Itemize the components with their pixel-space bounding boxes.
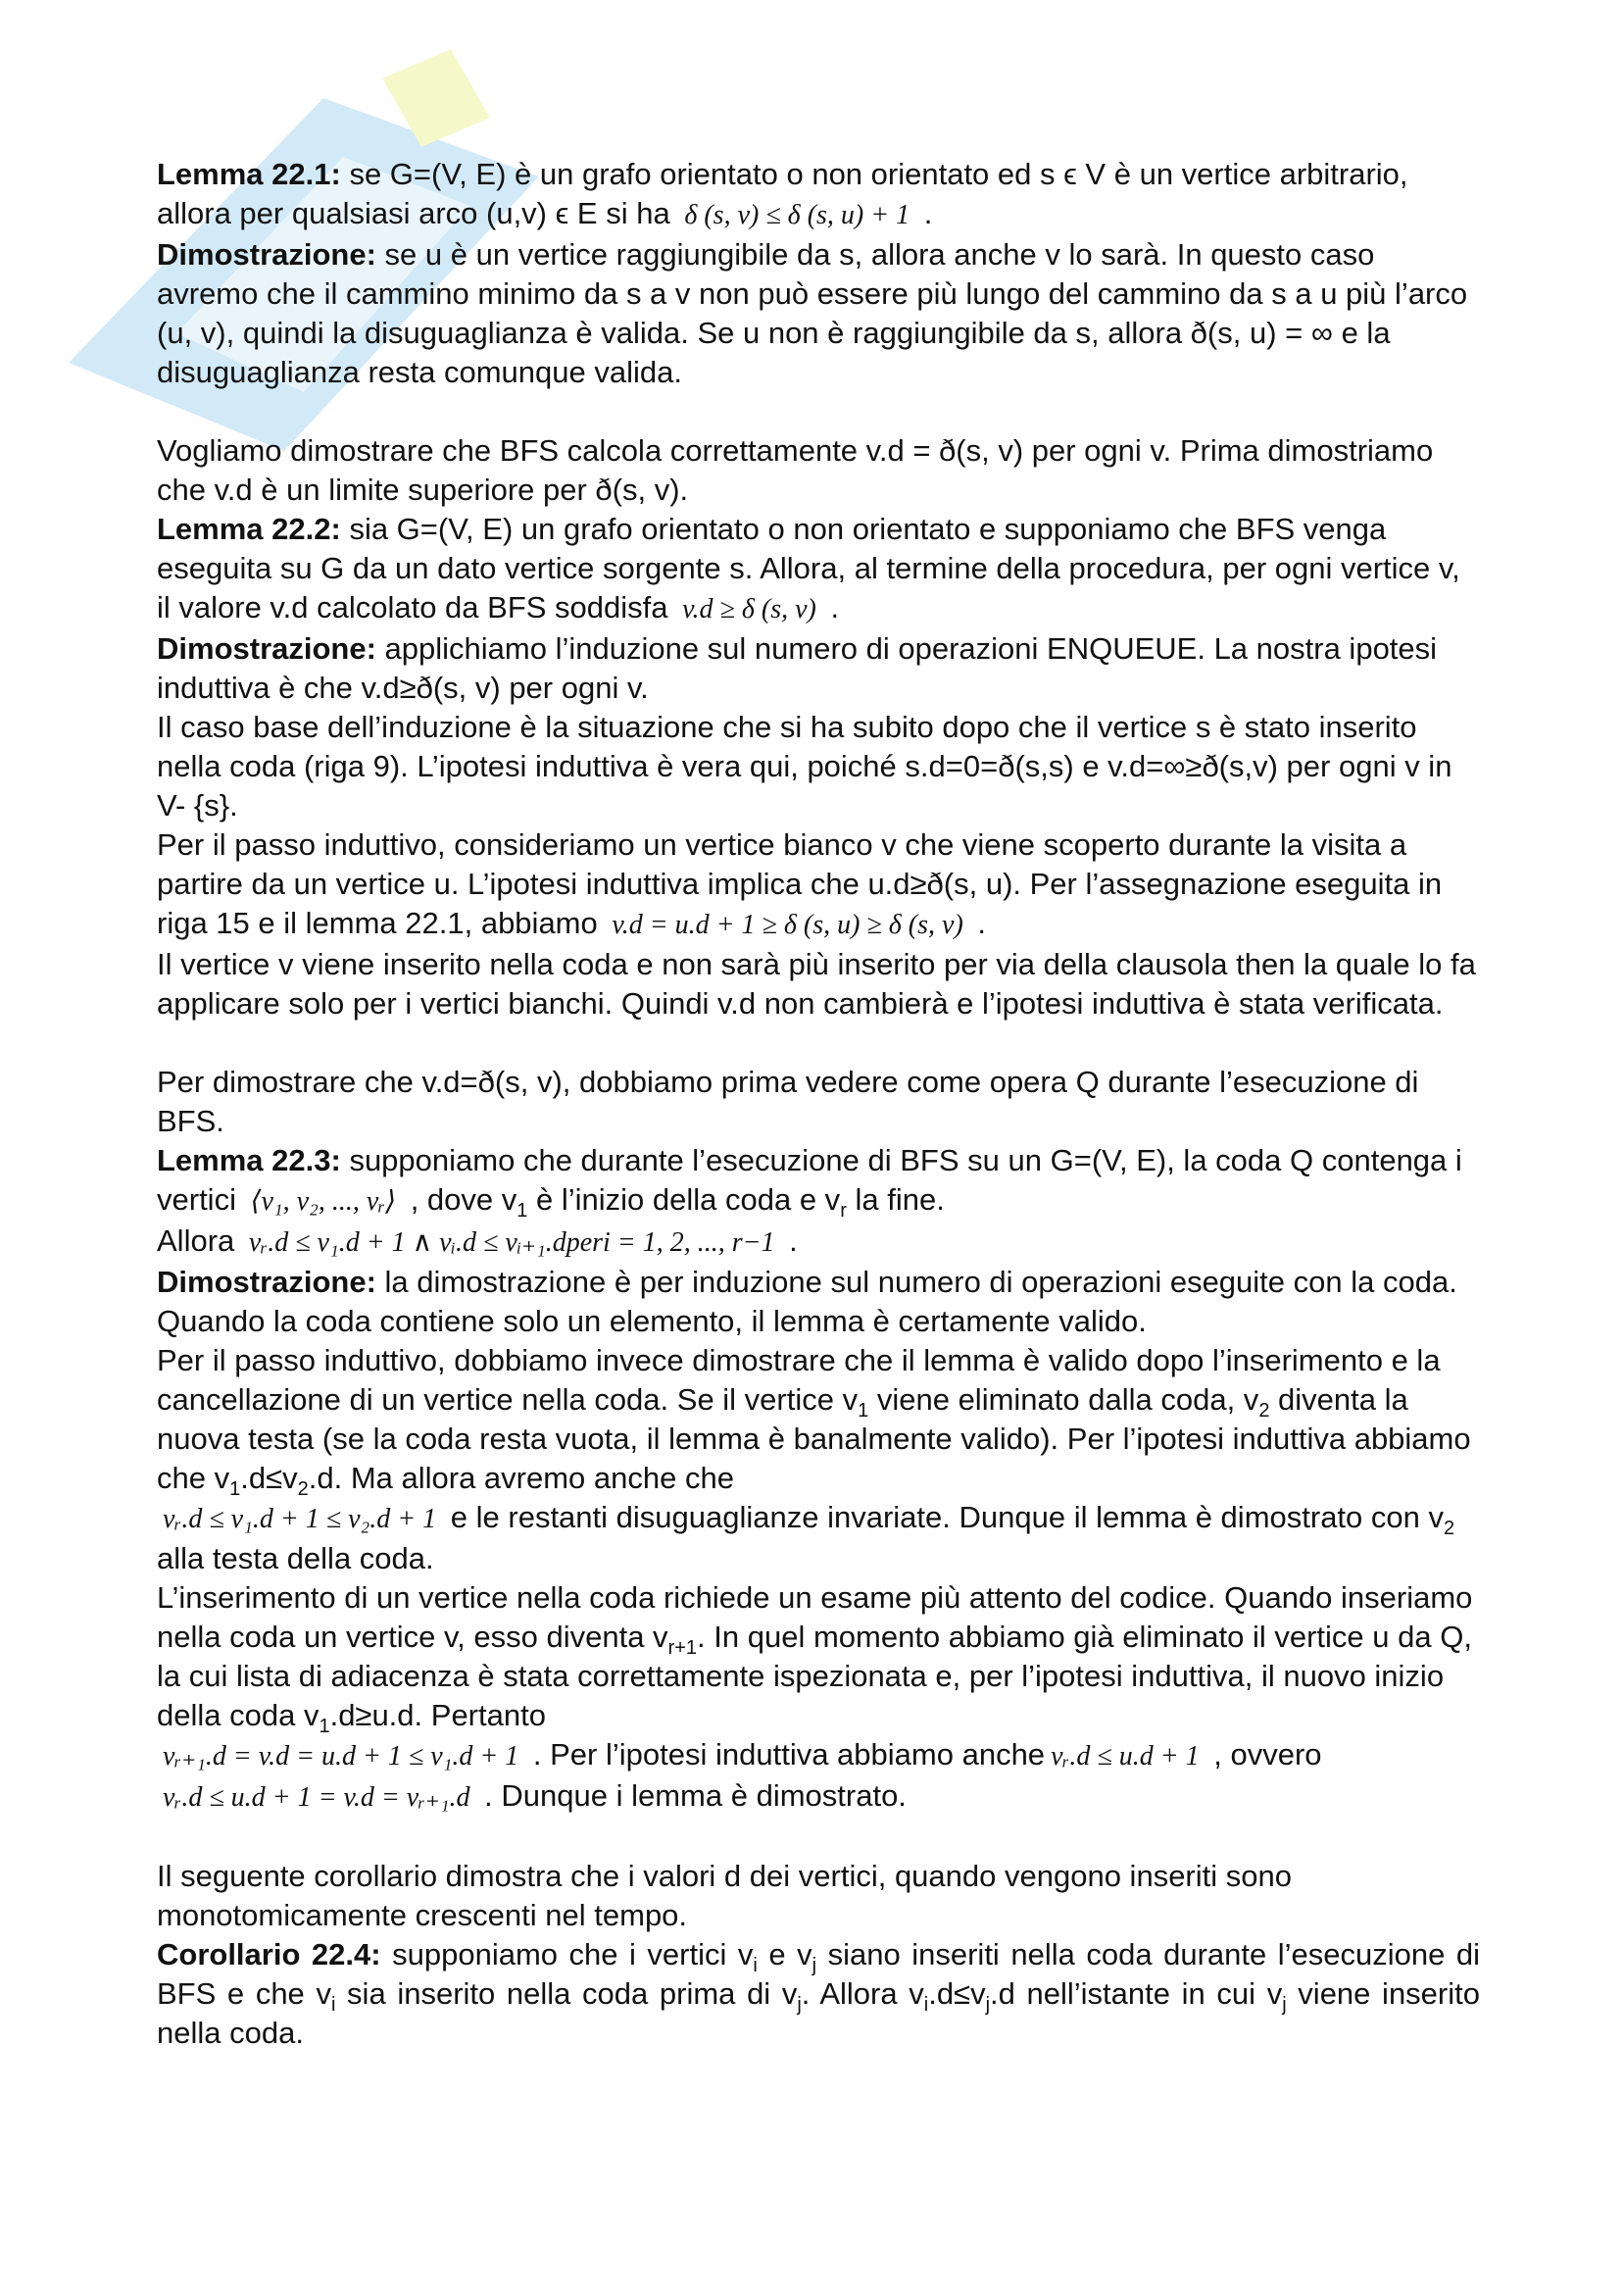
lemma-22-1-title: Lemma 22.1: (157, 157, 341, 191)
document-body (157, 155, 1480, 2053)
lemma-22-2-inductive-step: Per il passo induttivo, consideriamo un vertice bianco v che viene scoperto durante la visita a partire da un vertice u. L’ipotesi induttiva implica che u.d≥ð(s, u). Per l’assegnazione eseguita in riga 15 e il lemma 22.1, abbiamo v.d = u.d + 1 ≥ δ (s, u) ≥ δ (s, v) . (157, 827, 1443, 940)
lemma-22-2-conclusion: Il vertice v viene inserito nella coda e non sarà più inserito per via della clausola then la quale lo fa applicare solo per i vertici bianchi. Quindi v.d non cambierà e l’ipotesi induttiva è stata verificata. (157, 947, 1476, 1021)
lemma-22-2-step-formula: v.d = u.d + 1 ≥ δ (s, u) ≥ δ (s, v) (612, 910, 963, 940)
lemma-22-3: Lemma 22.3: supponiamo che durante l’esecuzione di BFS su un G=(V, E), la coda Q contenga i vertici ⟨v₁, v₂, ..., vᵣ⟩ , dove $v_1$ è l’inizio della coda e $v_r$ la fine. (157, 1143, 1462, 1223)
corollary-22-4-title: Corollario 22.4: (157, 1937, 381, 1972)
lemma-22-2: Lemma 22.2: sia G=(V, E) un grafo orientato o non orientato e supponiamo che BFS venga eseguita su G da un dato vertice sorgente s. Allora, al termine della procedura, per ogni vertice v, il valore v.d calcolato da BFS soddisfa v.d ≥ δ (s, v) . (157, 512, 1460, 624)
intro-paragraph-2: Vogliamo dimostrare che BFS calcola correttamente v.d = ð(s, v) per ogni v. Prima dimostriamo che v.d è un limite superiore per ð(s, v). (157, 433, 1434, 507)
lemma-22-3-insertion: L’inserimento di un vertice nella coda richiede un esame più attento del codice. Quando inseriamo nella coda un vertice v, esso diventa $v_{r+1}$. In quel momento abbiamo già eliminato il vertice u da Q, la cui lista di adiacenza è stata correttamente ispezionata e, per l’ipotesi induttiva, il nuovo inizio della coda $v_1.d\ge u.d$. Pertanto vᵣ₊₁.d = v.d = u.d + 1 ≤ v₁.d + 1 . Per l’ipotesi induttiva abbiamo anche vᵣ.d ≤ u.d + 1 , ovvero vᵣ.d ≤ u.d + 1 = v.d = vᵣ₊₁.d . Dunque i lemma è dimostrato. (157, 1580, 1473, 1813)
intro-paragraph-3: Per dimostrare che v.d=ð(s, v), dobbiamo prima vedere come opera Q durante l’esecuzione di BFS. (157, 1065, 1419, 1138)
lemma-22-2-base-case: Il caso base dell’induzione è la situazione che si ha subito dopo che il vertice s è stato inserito nella coda (riga 9). L’ipotesi induttiva è vera qui, poiché s.d=0=ð(s,s) e v.d=∞≥ð(s,v) per ogni v in V- {s}. (157, 710, 1452, 823)
corollary-22-4: Corollario 22.4: supponiamo che i vertici $v_i$ e $v_j$ siano inseriti nella coda durante l’esecuzione di BFS e che $v_i$ sia inserito nella coda prima di $v_j$. Allora $v_i.d\le v_j.d$ nell’istante in cui $v_j$ viene inserito nella coda. (157, 1937, 1481, 2050)
lemma-22-3-proof: Dimostrazione: la dimostrazione è per induzione sul numero di operazioni eseguite con la coda. Quando la coda contiene solo un elemento, il lemma è certamente valido. (157, 1265, 1457, 1338)
lemma-22-3-removal: Per il passo induttivo, dobbiamo invece dimostrare che il lemma è valido dopo l’inserimento e la cancellazione di un vertice nella coda. Se il vertice $v_1$ viene eliminato dalla coda, $v_2$ diventa la nuova testa (se la coda resta vuota, il lemma è banalmente valido). Per l’ipotesi induttiva abbiamo che $v_1.d\le v_2.d$. Ma allora avremo anche che vᵣ.d ≤ v₁.d + 1 ≤ v₂.d + 1 e le restanti disuguaglianze invariate. Dunque il lemma è dimostrato con $v_2$ alla testa della coda. (157, 1343, 1471, 1575)
lemma-22-2-title: Lemma 22.2: (157, 512, 341, 546)
lemma-22-2-proof: Dimostrazione: applichiamo l’induzione sul numero di operazioni ENQUEUE. La nostra ipotesi induttiva è che v.d≥ð(s, v) per ogni v. (157, 631, 1438, 705)
lemma-22-1: Lemma 22.1: se G=(V, E) è un grafo orientato o non orientato ed s ϵ V è un vertice arbitrario, allora per qualsiasi arco (u,v) ϵ E si ha δ (s, v) ≤ δ (s, u) + 1 . (157, 157, 1408, 230)
lemma-22-1-proof: Dimostrazione: se u è un vertice raggiungibile da s, allora anche v lo sarà. In questo caso avremo che il cammino minimo da s a v non può essere più lungo del cammino da s a u più l’arco (u, v), quindi la disuguaglianza è valida. Se u non è raggiungibile da s, allora ð(s, u) = ∞ e la disuguaglianza resta comunque valida. (157, 237, 1468, 389)
intro-paragraph-4: Il seguente corollario dimostra che i valori d dei vertici, quando vengono inseriti sono monotomicamente crescenti nel tempo. (157, 1859, 1292, 1932)
lemma-22-3-title: Lemma 22.3: (157, 1143, 341, 1177)
lemma-22-1-formula: δ (s, v) ≤ δ (s, u) + 1 (684, 200, 910, 230)
lemma-22-3-statement: Allora vᵣ.d ≤ v₁.d + 1 ∧ vᵢ.d ≤ vᵢ₊₁.dperi = 1, 2, ..., r−1 . (157, 1223, 798, 1258)
lemma-22-2-formula: v.d ≥ δ (s, v) (682, 594, 816, 624)
